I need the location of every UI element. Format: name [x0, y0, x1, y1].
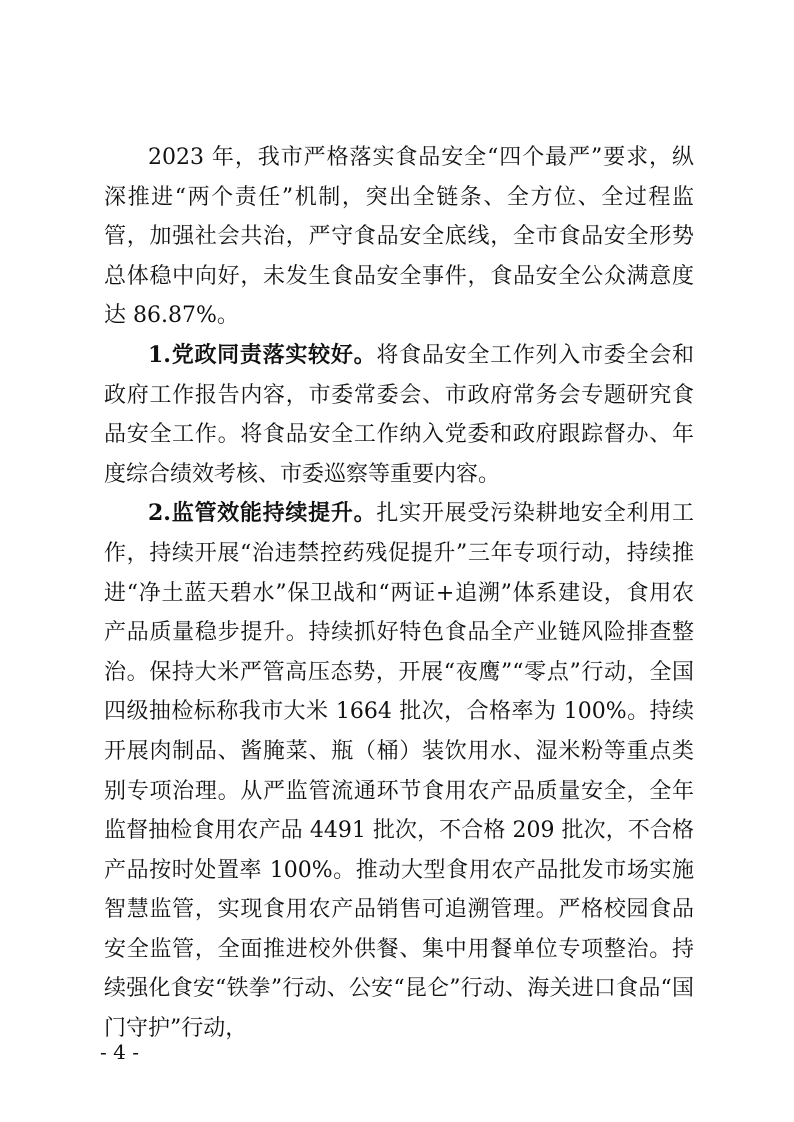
paragraph-body: 扎实开展受污染耕地安全利用工作，持续开展“治违禁控药残促提升”三年专项行动，持续推进“净土蓝天碧水”保卫战和“两证+追溯”体系建设，食用农产品质量稳步提升。持续抓好特色食品全产业链风险排查整治。保持大米严管高压态势，开展“夜鹰”“零点”行动，全国四级抽检标称我市大米 1664 批次，合格率为 100%。持续开展肉制品、酱腌菜、瓶（桶）装饮用水、湿米粉等重点类别专项治理。从严监管流通环节食用农产品质量安全，全年监督抽检食用农产品 4491 批次，不合格 209 批次，不合格产品按时处置率 100%。推动大型食用农产品批发市场实施智慧监管，实现食用农产品销售可追溯管理。严格校园食品安全监管，全面推进校外供餐、集中用餐单位专项整治。持续强化食安“铁拳”行动、公安“昆仑”行动、海关进口食品“国门守护”行动， [104, 501, 694, 1042]
paragraph-supervision [104, 494, 694, 1048]
page-number: - 4 - [100, 1040, 139, 1064]
paragraph-intro [104, 138, 694, 336]
paragraph-heading: 1.党政同责落实较好。 [148, 341, 377, 368]
paragraph-intro-text: 2023 年，我市严格落实食品安全“四个最严”要求，纵深推进“两个责任”机制，突出全链条、全方位、全过程监管，加强社会共治，严守食品安全底线，全市食品安全形势总体稳中向好，未发生食品安全事件，食品安全公众满意度达 86.87%。 [104, 145, 694, 329]
paragraph-body: 将食品安全工作列入市委全会和政府工作报告内容，市委常委会、市政府常务会专题研究食品安全工作。将食品安全工作纳入党委和政府跟踪督办、年度综合绩效考核、市委巡察等重要内容。 [104, 342, 694, 487]
paragraph-party-responsibility [104, 336, 694, 494]
body-text [104, 138, 694, 1049]
paragraph-heading: 2.监管效能持续提升。 [148, 500, 377, 527]
